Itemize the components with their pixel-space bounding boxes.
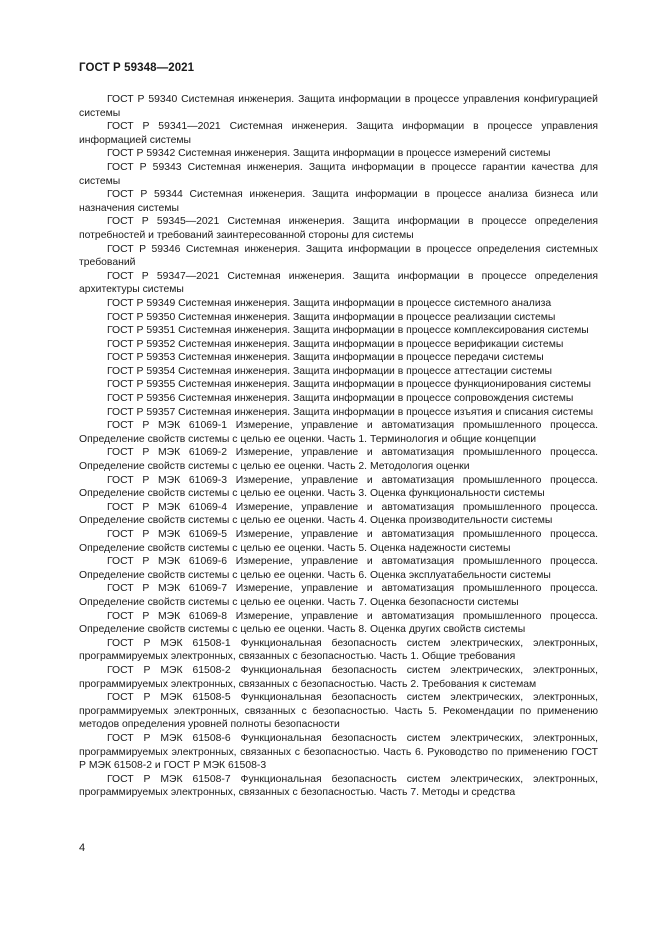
reference-item: ГОСТ Р МЭК 61508-1 Функциональная безопасность систем электрических, электронных, программируемых электронных, связанных с безопасностью. Часть 1. Общие требования (79, 637, 598, 663)
reference-item: ГОСТ Р 59349 Системная инженерия. Защита информации в процессе системного анализа (107, 297, 552, 309)
reference-item: ГОСТ Р 59341—2021 Системная инженерия. Защита информации в процессе управления информацией системы (79, 121, 598, 146)
reference-item: ГОСТ Р 59350 Системная инженерия. Защита информации в процессе реализации системы (107, 311, 556, 323)
reference-item: ГОСТ Р 59344 Системная инженерия. Защита информации в процессе анализа бизнеса или назначения системы (79, 189, 598, 214)
reference-item: ГОСТ Р 59343 Системная инженерия. Защита информации в процессе гарантии качества для системы (79, 161, 598, 187)
reference-item: ГОСТ Р 59346 Системная инженерия. Защита информации в процессе определения системных требований (79, 243, 598, 269)
document-header-code: ГОСТ Р 59348—2021 (79, 62, 195, 74)
reference-item: ГОСТ Р 59342 Системная инженерия. Защита информации в процессе измерений системы (107, 148, 551, 160)
reference-item: ГОСТ Р МЭК 61069-2 Измерение, управление и автоматизация промышленного процесса. Определение свойств системы с целью ее оценки. Часть 2. Методология оценки (79, 447, 598, 473)
reference-item: ГОСТ Р МЭК 61508-6 Функциональная безопасность систем электрических, электронных, программируемых электронных, связанных с безопасностью. Часть 6. Руководство по применению ГОСТ Р МЭК 61508-2 и ГОСТ Р МЭК 61508-3 (79, 732, 598, 772)
reference-item: ГОСТ Р 59347—2021 Системная инженерия. Защита информации в процессе определения архитектуры системы (79, 270, 598, 296)
reference-item: ГОСТ Р 59354 Системная инженерия. Защита информации в процессе аттестации системы (107, 365, 552, 377)
reference-item: ГОСТ Р МЭК 61069-5 Измерение, управление и автоматизация промышленного процесса. Определение свойств системы с целью ее оценки. Часть 5. Оценка надежности системы (79, 529, 598, 554)
reference-item: ГОСТ Р МЭК 61069-7 Измерение, управление и автоматизация промышленного процесса. Определение свойств системы с целью ее оценки. Часть 7. Оценка безопасности системы (79, 583, 598, 608)
reference-item: ГОСТ Р 59353 Системная инженерия. Защита информации в процессе передачи системы (107, 352, 544, 364)
reference-item: ГОСТ Р МЭК 61508-7 Функциональная безопасность систем электрических, электронных, программируемых электронных, связанных с безопасностью. Часть 7. Методы и средства (79, 773, 598, 799)
reference-item: ГОСТ Р 59352 Системная инженерия. Защита информации в процессе верификации системы (107, 338, 564, 350)
references-list (79, 93, 598, 800)
reference-item: ГОСТ Р 59345—2021 Системная инженерия. Защита информации в процессе определения потребностей и требований заинтересованной стороны для системы (79, 216, 598, 241)
reference-item: ГОСТ Р МЭК 61069-8 Измерение, управление и автоматизация промышленного процесса. Определение свойств системы с целью ее оценки. Часть 8. Оценка других свойств системы (79, 610, 598, 636)
reference-item: ГОСТ Р МЭК 61069-6 Измерение, управление и автоматизация промышленного процесса. Определение свойств системы с целью ее оценки. Часть 6. Оценка эксплуатабельности системы (79, 556, 598, 581)
reference-item: ГОСТ Р МЭК 61508-2 Функциональная безопасность систем электрических, электронных, программируемых электронных, связанных с безопасностью. Часть 2. Требования к системам (79, 664, 598, 690)
reference-item: ГОСТ Р МЭК 61069-4 Измерение, управление и автоматизация промышленного процесса. Определение свойств системы с целью ее оценки. Часть 4. Оценка производительности системы (79, 501, 598, 527)
reference-item: ГОСТ Р МЭК 61508-5 Функциональная безопасность систем электрических, электронных, программируемых электронных, связанных с безопасностью. Часть 5. Рекомендации по применению методов определения уровней полноты безопасности (79, 692, 598, 731)
reference-item: ГОСТ Р 59351 Системная инженерия. Защита информации в процессе комплексирования системы (107, 325, 589, 337)
page-number: 4 (79, 842, 86, 854)
reference-item: ГОСТ Р МЭК 61069-1 Измерение, управление и автоматизация промышленного процесса. Определение свойств системы с целью ее оценки. Часть 1. Терминология и общие концепции (79, 420, 598, 445)
reference-item: ГОСТ Р МЭК 61069-3 Измерение, управление и автоматизация промышленного процесса. Определение свойств системы с целью ее оценки. Часть 3. Оценка функциональности системы (79, 474, 598, 500)
reference-item: ГОСТ Р 59357 Системная инженерия. Защита информации в процессе изъятия и списания системы (107, 406, 594, 418)
reference-item: ГОСТ Р 59355 Системная инженерия. Защита информации в процессе функционирования системы (107, 379, 591, 391)
reference-item: ГОСТ Р 59340 Системная инженерия. Защита информации в процессе управления конфигурацией системы (79, 94, 598, 119)
reference-item: ГОСТ Р 59356 Системная инженерия. Защита информации в процессе сопровождения системы (107, 393, 574, 405)
